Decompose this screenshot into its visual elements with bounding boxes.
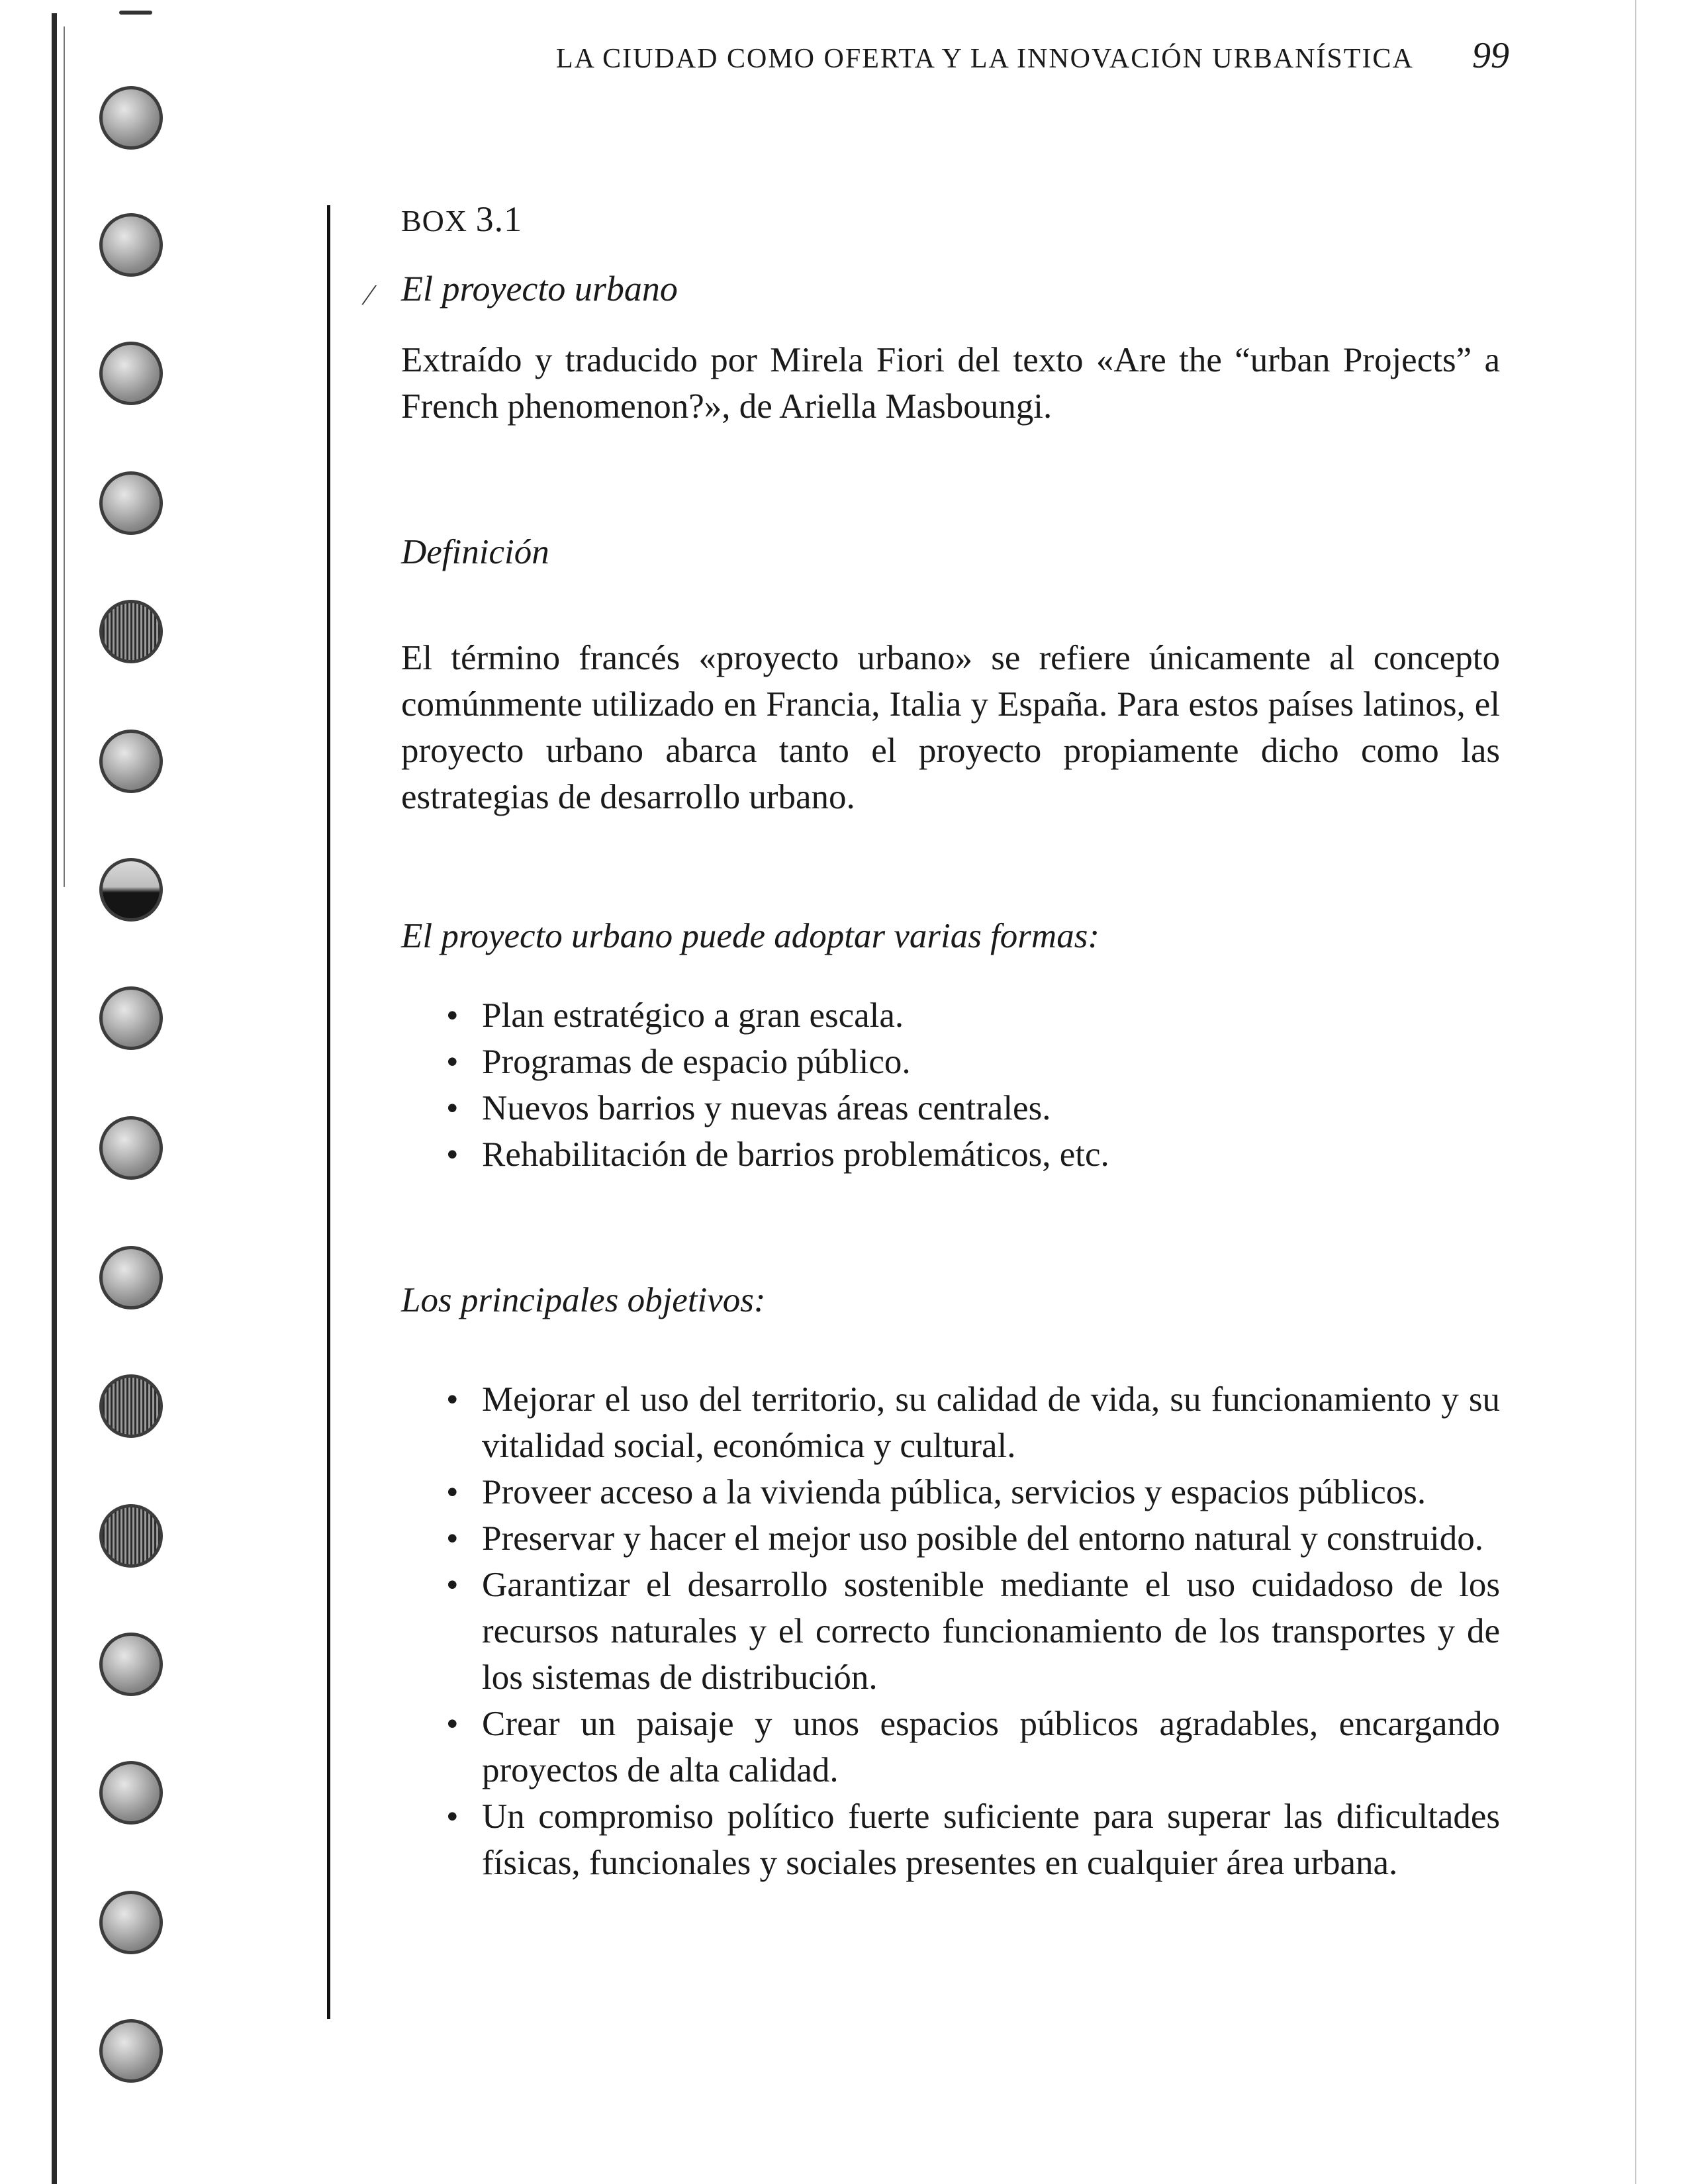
- running-title: LA CIUDAD COMO OFERTA Y LA INNOVACIÓN URBANÍSTICA: [556, 44, 1414, 74]
- box-title: [367, 265, 1500, 312]
- spiral-hole-icon: [99, 730, 163, 793]
- spiral-hole-icon: [99, 1246, 163, 1309]
- list-item: • Garantizar el desarrollo sostenible mediante el uso cuidadoso de los recursos naturales y el correcto funcionamiento de los transportes y de los sistemas de distribución.: [401, 1562, 1500, 1701]
- spiral-hole-icon: [99, 600, 163, 663]
- forms-heading: El proyecto urbano puede adoptar varias formas:: [401, 917, 1099, 955]
- pen-mark-icon: ⁄: [367, 279, 372, 311]
- list-item: • Rehabilitación de barrios problemáticos, etc.: [401, 1131, 1500, 1178]
- box-title-text: El proyecto urbano: [401, 269, 678, 309]
- definition-heading: Definición: [401, 533, 549, 571]
- spiral-hole-icon: [99, 1891, 163, 1954]
- spiral-hole-icon: [99, 342, 163, 405]
- objectives-list: [401, 1376, 1500, 1886]
- running-header: [556, 34, 1509, 81]
- spiral-hole-icon: [99, 986, 163, 1050]
- spiral-hole-icon: [99, 1761, 163, 1825]
- list-item: • Mejorar el uso del territorio, su calidad de vida, su funcionamiento y su vitalidad social, económica y cultural.: [401, 1376, 1500, 1469]
- box-number: 3.1: [475, 199, 523, 239]
- box-label-text: BOX: [401, 204, 468, 238]
- binding-top-tick: [119, 11, 152, 15]
- list-item: • Nuevos barrios y nuevas áreas centrales.: [401, 1085, 1500, 1131]
- spiral-hole-icon: [99, 86, 163, 150]
- box-rule: [327, 205, 330, 2019]
- forms-list: [401, 992, 1500, 1178]
- box-3-1: [367, 196, 1500, 1886]
- spiral-hole-icon: [99, 1633, 163, 1696]
- list-item: • Programas de espacio público.: [401, 1039, 1500, 1085]
- page-number: 99: [1472, 35, 1509, 76]
- list-item: • Proveer acceso a la vivienda pública, servicios y espacios públicos.: [401, 1469, 1500, 1515]
- spiral-hole-icon: [99, 1504, 163, 1568]
- list-item: • Crear un paisaje y unos espacios públicos agradables, encargando proyectos de alta calidad.: [401, 1701, 1500, 1793]
- spiral-hole-icon: [99, 213, 163, 277]
- list-item: • Plan estratégico a gran escala.: [401, 992, 1500, 1039]
- spiral-hole-icon: [99, 1116, 163, 1180]
- box-subtitle: Extraído y traducido por Mirela Fiori del texto «Are the “urban Projects” a French phenomenon?», de Ariella Masboungi.: [401, 341, 1500, 426]
- page-edge: [1635, 0, 1636, 2184]
- box-label: [401, 196, 1500, 244]
- binding-edge-line: [64, 26, 65, 887]
- definition-paragraph: El término francés «proyecto urbano» se refiere únicamente al concepto comúnmente utilizado en Francia, Italia y España. Para estos países latinos, el proyecto urbano abarca tanto el proyecto propiamente dicho como las estrategias de desarrollo urbano.: [401, 639, 1500, 816]
- spiral-hole-icon: [99, 858, 163, 922]
- binding-edge: [52, 13, 57, 2184]
- list-item: • Un compromiso político fuerte suficiente para superar las dificultades físicas, funcionales y sociales presentes en cualquier área urbana.: [401, 1793, 1500, 1886]
- spiral-hole-icon: [99, 2019, 163, 2083]
- list-item: • Preservar y hacer el mejor uso posible del entorno natural y construido.: [401, 1515, 1500, 1562]
- spiral-hole-icon: [99, 471, 163, 535]
- objectives-heading: Los principales objetivos:: [401, 1281, 766, 1319]
- spiral-hole-icon: [99, 1374, 163, 1438]
